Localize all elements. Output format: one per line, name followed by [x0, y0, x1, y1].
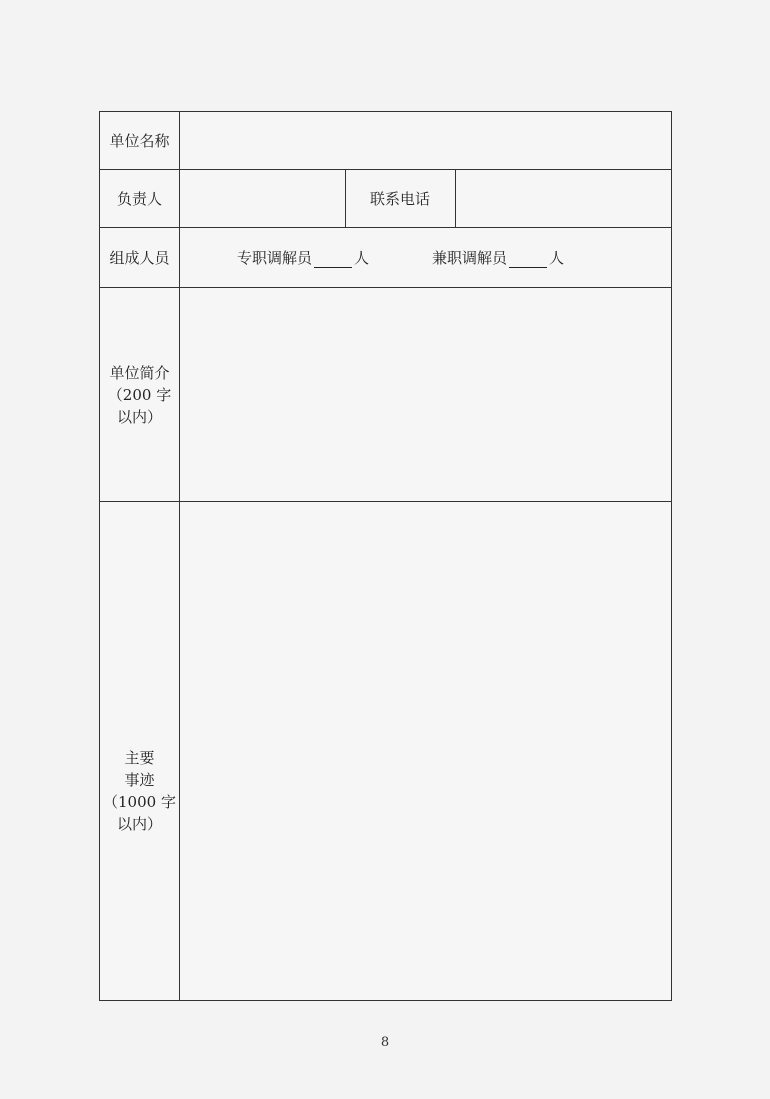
members-row	[100, 228, 671, 288]
deeds-label-line4: 以内）	[116, 815, 162, 833]
unit-name-label	[100, 112, 180, 169]
unit-name-field[interactable]	[180, 112, 671, 169]
members-field	[180, 228, 671, 287]
intro-field[interactable]	[180, 288, 671, 501]
fulltime-unit: 人	[354, 249, 370, 267]
parttime-label: 兼职调解员	[432, 249, 508, 267]
phone-label-text: 联系电话	[369, 190, 430, 208]
deeds-field[interactable]	[180, 502, 671, 1000]
leader-row	[100, 170, 671, 228]
fulltime-label: 专职调解员	[237, 249, 313, 267]
members-label-text: 组成人员	[109, 248, 170, 267]
intro-label-line2: （200 字	[107, 385, 172, 404]
fulltime-count-blank[interactable]	[314, 253, 352, 268]
parttime-count-blank[interactable]	[509, 253, 547, 268]
unit-name-row	[100, 112, 671, 170]
intro-label-line1: 单位简介	[109, 363, 170, 382]
page-number: 8	[380, 1035, 390, 1050]
unit-name-label-text: 单位名称	[109, 131, 170, 150]
leader-label-text: 负责人	[116, 189, 162, 208]
application-form-table	[99, 111, 672, 1001]
deeds-label-line3: （1000 字	[103, 793, 176, 811]
members-label	[100, 228, 180, 287]
parttime-group	[432, 247, 564, 268]
deeds-label-line1: 主要	[124, 749, 155, 767]
deeds-label	[100, 502, 180, 1000]
leader-field[interactable]	[180, 170, 345, 227]
deeds-label-line2: 事迹	[124, 771, 155, 789]
leader-label	[100, 170, 180, 227]
intro-row	[100, 288, 671, 502]
parttime-unit: 人	[549, 249, 565, 267]
fulltime-group	[237, 247, 369, 268]
deeds-row	[100, 502, 671, 1000]
intro-label-line3: 以内）	[116, 407, 162, 426]
phone-label	[345, 170, 455, 227]
intro-label	[100, 288, 180, 501]
phone-field[interactable]	[455, 170, 671, 227]
